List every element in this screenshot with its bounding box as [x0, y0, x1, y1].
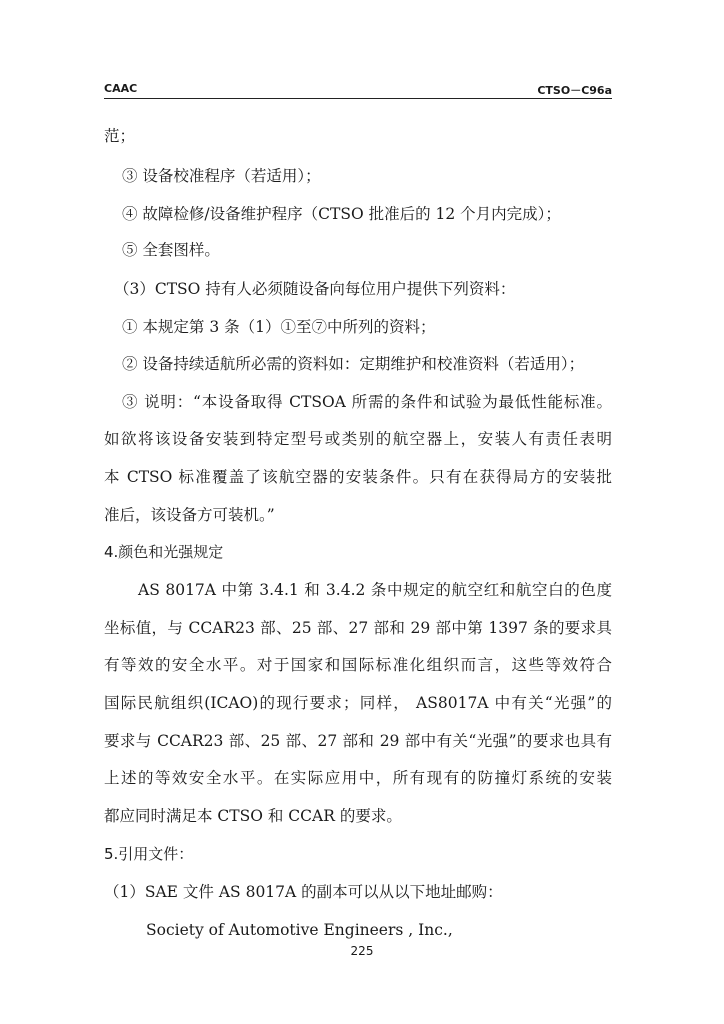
text-line: AS 8017A 中第 3.4.1 和 3.4.2 条中规定的航空红和航空白的色度	[138, 581, 612, 599]
text-line: 都应同时满足本 CTSO 和 CCAR 的要求。	[104, 807, 402, 825]
text-line: ③ 说明：“本设备取得 CTSOA 所需的条件和试验为最低性能标准。	[122, 393, 612, 411]
text-line: ③ 设备校准程序（若适用）；	[122, 167, 321, 185]
header-doc-id: CTSO－C96a	[537, 84, 612, 97]
section-heading: 5.引用文件：	[104, 845, 194, 863]
text-line: 有等效的安全水平。对于国家和国际标准化组织而言，这些等效符合	[104, 656, 612, 674]
text-line: 如欲将该设备安装到特定型号或类别的航空器上，安装人有责任表明	[104, 430, 612, 448]
page-header	[104, 80, 612, 99]
text-line: 坐标值，与 CCAR23 部、25 部、27 部和 29 部中第 1397 条的要求具	[104, 619, 612, 637]
text-line: 范；	[104, 127, 136, 145]
text-line: 上述的等效安全水平。在实际应用中，所有现有的防撞灯系统的安装	[104, 769, 612, 787]
text-line: ② 设备持续适航所必需的资料如：定期维护和校准资料（若适用）；	[122, 355, 585, 373]
text-line: （3）CTSO 持有人必须随设备向每位用户提供下列资料：	[114, 280, 516, 298]
text-line: 准后，该设备方可装机。”	[104, 506, 275, 524]
text-line: ① 本规定第 3 条（1）①至⑦中所列的资料；	[122, 318, 436, 336]
text-line: ⑤ 全套图样。	[122, 241, 220, 259]
text-line: 本 CTSO 标准覆盖了该航空器的安装条件。只有在获得局方的安装批	[104, 468, 612, 486]
page-number: 225	[350, 944, 374, 958]
section-heading: 4.颜色和光强规定	[104, 543, 224, 561]
text-line: 要求与 CCAR23 部、25 部、27 部和 29 部中有关“光强”的要求也具有	[104, 732, 612, 750]
text-line: ④ 故障检修/设备维护程序（CTSO 批准后的 12 个月内完成）；	[122, 205, 561, 223]
text-line: （1）SAE 文件 AS 8017A 的副本可以从以下地址邮购：	[104, 883, 503, 901]
text-line: 国际民航组织(ICAO)的现行要求；同样， AS8017A 中有关“光强”的	[104, 694, 612, 712]
text-line: Society of Automotive Engineers , Inc.,	[146, 921, 453, 939]
header-org: CAAC	[104, 82, 138, 95]
